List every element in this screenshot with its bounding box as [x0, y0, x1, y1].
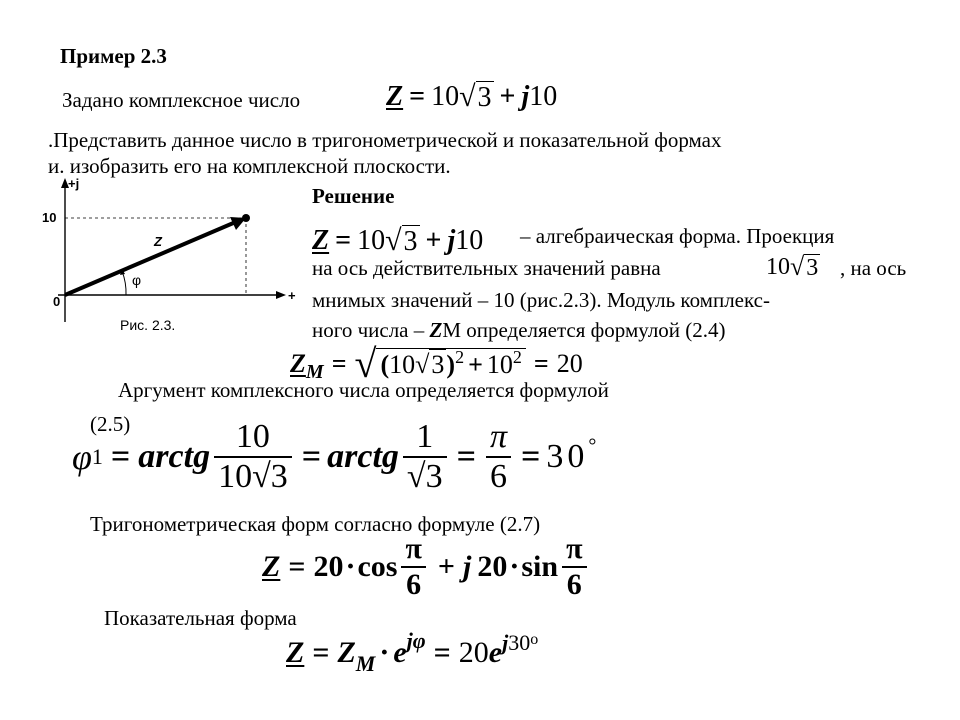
- projection-value: 10 √3: [766, 252, 819, 281]
- vector-label: Z: [154, 234, 162, 249]
- angle-arc: [122, 271, 126, 295]
- exp-text: Показательная форма: [104, 606, 297, 630]
- origin-label: 0: [53, 294, 61, 309]
- argument-text: Аргумент комплексного числа определяется формулой: [118, 378, 609, 402]
- algebraic-text: – алгебраическая форма. Проекция: [520, 224, 835, 248]
- solution-title: Решение: [312, 184, 395, 208]
- algebraic-formula: Z = 10 √3 + j 10: [312, 224, 484, 257]
- vector-z: [65, 221, 238, 295]
- vector-endpoint: [242, 214, 250, 222]
- y-axis-label: +j: [68, 176, 80, 191]
- projection-text-b: , на ось: [840, 256, 907, 280]
- argument-formula: φ 1 = arctg $\frac{10}{10√3}$ = arctg $\frac{1}{√3}$ = $\frac{\pi}{6}$ = 30 °: [72, 418, 597, 495]
- exp-formula: Z = Z M · e jφ = 20 e $^{j30^o}$: [286, 628, 539, 676]
- given-text: Задано комплексное число: [62, 88, 301, 112]
- trig-formula: Z = 20 · cos $\frac{\pi}{6}$ + j 20 · sin $\frac{\pi}{6}$: [262, 532, 591, 602]
- figure-caption: Рис. 2.3.: [120, 317, 176, 333]
- x-axis-label: +: [288, 288, 296, 303]
- projection-text-a: на ось действительных значений равна: [312, 256, 661, 280]
- modulus-formula: Z M = √ ( 10 √3 ) 2 + 10 2 = 20: [290, 341, 583, 386]
- task-line-1: .Представить данное число в тригонометрической и показательной формах: [48, 128, 722, 152]
- tick-10-label: 10: [42, 210, 57, 225]
- x-axis-arrow: [276, 291, 286, 299]
- complex-plane-figure: [38, 174, 306, 334]
- argument-ref: (2.5): [90, 412, 131, 436]
- task-line-2: и. изобразить его на комплексной плоскости.: [48, 154, 451, 178]
- modulus-text: ного числа – ZM определяется формулой (2.4): [312, 318, 726, 342]
- imag-text: мнимых значений – 10 (рис.2.3). Модуль комплекс-: [312, 288, 770, 312]
- given-formula: Z = 10 √3 + j 10: [386, 80, 558, 113]
- trig-text: Тригонометрическая форм согласно формуле (2.7): [90, 512, 541, 536]
- example-title: Пример 2.3: [60, 44, 167, 68]
- angle-label: φ: [132, 272, 142, 288]
